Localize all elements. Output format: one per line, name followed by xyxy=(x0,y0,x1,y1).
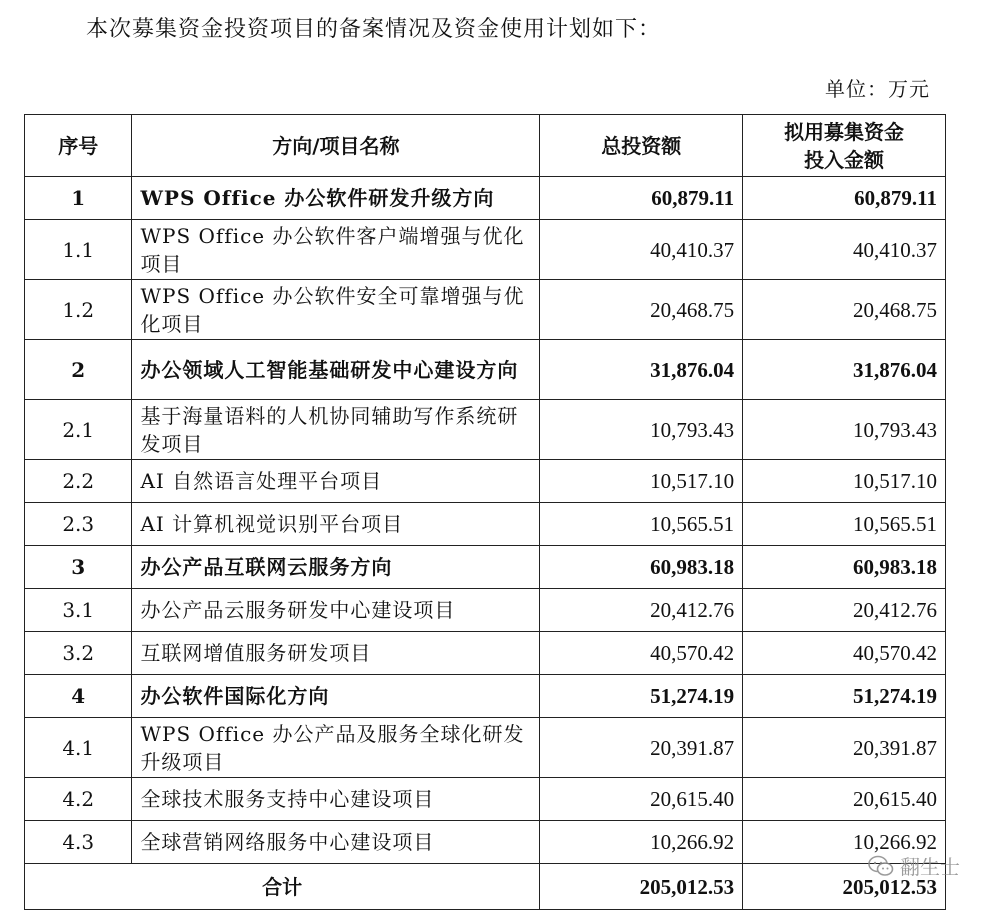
row-fund-amount: 31,876.04 xyxy=(743,340,946,400)
row-fund-amount: 20,615.40 xyxy=(743,778,946,821)
row-name: 互联网增值服务研发项目 xyxy=(132,632,540,675)
row-fund-amount: 10,517.10 xyxy=(743,460,946,503)
row-number: 1 xyxy=(25,177,132,220)
row-name: WPS Office 办公软件安全可靠增强与优化项目 xyxy=(132,280,540,340)
header-total: 总投资额 xyxy=(540,115,743,177)
table-row xyxy=(25,718,946,778)
row-name: 基于海量语料的人机协同辅助写作系统研发项目 xyxy=(132,400,540,460)
row-number: 2.1 xyxy=(25,400,132,460)
table-body xyxy=(25,177,946,910)
table-row xyxy=(25,546,946,589)
table-row xyxy=(25,460,946,503)
row-total-investment: 20,412.76 xyxy=(540,589,743,632)
row-name: 办公产品云服务研发中心建设项目 xyxy=(132,589,540,632)
row-fund-amount: 20,391.87 xyxy=(743,718,946,778)
table-row xyxy=(25,400,946,460)
row-fund-amount: 40,410.37 xyxy=(743,220,946,280)
row-total-investment: 60,983.18 xyxy=(540,546,743,589)
table-row xyxy=(25,503,946,546)
row-total-investment: 10,266.92 xyxy=(540,821,743,864)
row-number: 3 xyxy=(25,546,132,589)
watermark-text: 翻生士 xyxy=(900,855,960,879)
row-number: 3.2 xyxy=(25,632,132,675)
row-name: WPS Office 办公软件客户端增强与优化项目 xyxy=(132,220,540,280)
row-total-investment: 20,468.75 xyxy=(540,280,743,340)
row-name: WPS Office 办公软件研发升级方向 xyxy=(132,177,540,220)
total-label: 合计 xyxy=(25,864,540,910)
row-name: 办公产品互联网云服务方向 xyxy=(132,546,540,589)
row-total-investment: 10,793.43 xyxy=(540,400,743,460)
unit-label: 单位：万元 xyxy=(825,77,930,101)
row-name: WPS Office 办公产品及服务全球化研发升级项目 xyxy=(132,718,540,778)
row-number: 2 xyxy=(25,340,132,400)
row-total-investment: 51,274.19 xyxy=(540,675,743,718)
table-row xyxy=(25,340,946,400)
table-row xyxy=(25,589,946,632)
row-name: 办公领域人工智能基础研发中心建设方向 xyxy=(132,340,540,400)
table-header-row xyxy=(25,115,946,177)
row-number: 1.2 xyxy=(25,280,132,340)
header-name: 方向/项目名称 xyxy=(132,115,540,177)
wechat-icon xyxy=(868,855,894,877)
row-total-investment: 20,615.40 xyxy=(540,778,743,821)
row-fund-amount: 60,879.11 xyxy=(743,177,946,220)
row-total-investment: 31,876.04 xyxy=(540,340,743,400)
total-fund: 205,012.53 xyxy=(743,864,946,910)
row-total-investment: 20,391.87 xyxy=(540,718,743,778)
header-fund-line1: 拟用募集资金 xyxy=(784,119,905,144)
row-total-investment: 10,517.10 xyxy=(540,460,743,503)
header-no: 序号 xyxy=(25,115,132,177)
row-number: 4.2 xyxy=(25,778,132,821)
row-fund-amount: 10,793.43 xyxy=(743,400,946,460)
header-fund-line2: 投入金额 xyxy=(804,147,885,172)
row-fund-amount: 20,412.76 xyxy=(743,589,946,632)
row-number: 3.1 xyxy=(25,589,132,632)
row-name: 全球技术服务支持中心建设项目 xyxy=(132,778,540,821)
row-number: 4.3 xyxy=(25,821,132,864)
row-number: 1.1 xyxy=(25,220,132,280)
row-number: 4.1 xyxy=(25,718,132,778)
row-name: AI 计算机视觉识别平台项目 xyxy=(132,503,540,546)
intro-text: 本次募集资金投资项目的备案情况及资金使用计划如下： xyxy=(86,17,662,42)
row-number: 4 xyxy=(25,675,132,718)
row-total-investment: 40,410.37 xyxy=(540,220,743,280)
fund-plan-table xyxy=(24,114,946,910)
total-row xyxy=(25,864,946,910)
row-fund-amount: 20,468.75 xyxy=(743,280,946,340)
total-investment: 205,012.53 xyxy=(540,864,743,910)
row-number: 2.2 xyxy=(25,460,132,503)
table-row xyxy=(25,675,946,718)
table-row xyxy=(25,821,946,864)
header-fund xyxy=(743,115,946,177)
row-fund-amount: 60,983.18 xyxy=(743,546,946,589)
table-row xyxy=(25,280,946,340)
table-row xyxy=(25,632,946,675)
row-total-investment: 60,879.11 xyxy=(540,177,743,220)
row-number: 2.3 xyxy=(25,503,132,546)
row-total-investment: 40,570.42 xyxy=(540,632,743,675)
table-row xyxy=(25,778,946,821)
row-fund-amount: 51,274.19 xyxy=(743,675,946,718)
watermark xyxy=(868,851,960,880)
table-row xyxy=(25,177,946,220)
row-fund-amount: 10,266.92 xyxy=(743,821,946,864)
row-fund-amount: 10,565.51 xyxy=(743,503,946,546)
row-total-investment: 10,565.51 xyxy=(540,503,743,546)
row-name: 全球营销网络服务中心建设项目 xyxy=(132,821,540,864)
row-name: 办公软件国际化方向 xyxy=(132,675,540,718)
row-fund-amount: 40,570.42 xyxy=(743,632,946,675)
row-name: AI 自然语言处理平台项目 xyxy=(132,460,540,503)
table-row xyxy=(25,220,946,280)
